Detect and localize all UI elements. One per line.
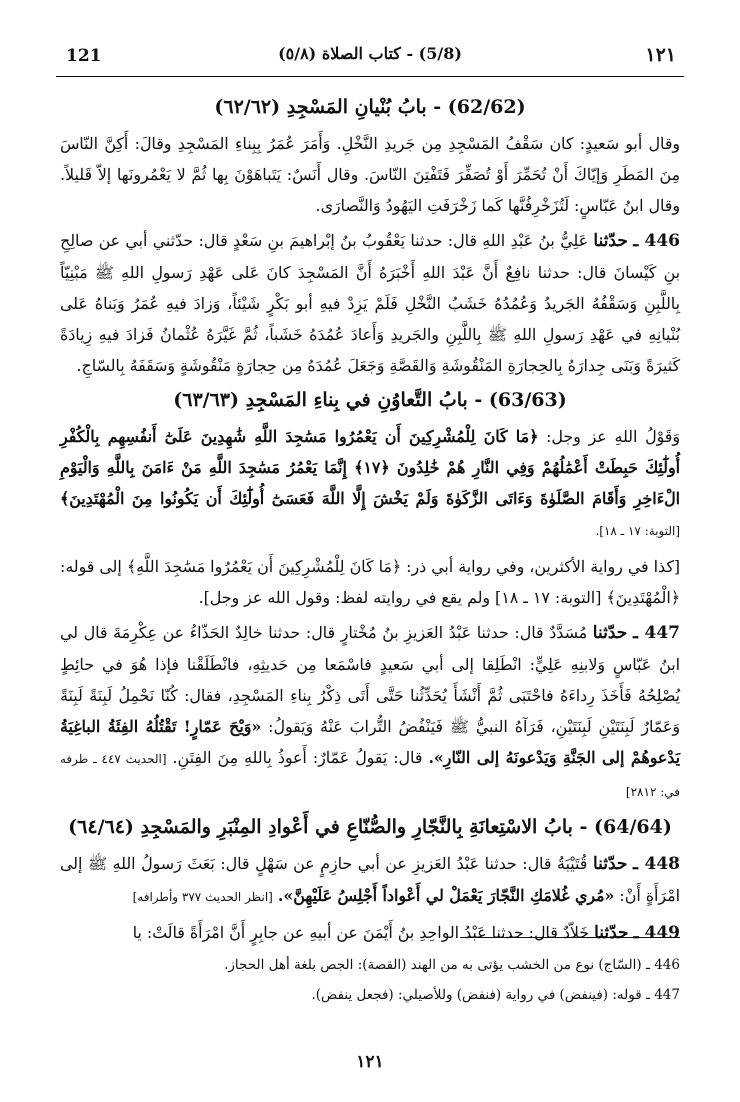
footnote-divider [460,937,680,938]
hadith-449 [60,917,680,949]
page-number-arabic: ١٢١ [645,44,676,66]
editorial-note: [كذا في رواية الأكثرين، وفي رواية أبي ذر: ﴿مَا كَانَ لِلْمُشْرِكِينَ أَن يَعْمُرُوا مَسَٰجِدَ اللَّهِ﴾ إلى قوله: ﴿الْمُهْتَدِينَ﴾ [التوبة: ١٧ ـ ١٨] ولم يقع في روايته لفظ: وقول الله عز وجل]. [60,557,680,607]
hadith-447 [60,617,680,808]
hadith-number: 449 ـ [633,923,680,943]
hadith-reference: [الحديث ٤٤٧ ـ طرفه في: ٢٨١٢] [60,752,680,799]
hadith-text: مُسَدَّدٌ قال: حدثنا عَبْدُ العَزيزِ بنُ مُخْتارٍ قال: حدثنا خالِدٌ الحَذّاءُ عن عِكْرِمَةَ قال لي ابنُ عَبّاسٍ وَلابنِهِ عَلِيٍّ: انْطَلِقا إلى أبي سَعيدٍ فاسْمَعا مِن حَديثِهِ، فانْطَلَقْنا فإذا هُوَ في حائِطٍ يُصْلِحُهُ فَأَخَذَ رِداءَهُ فاحْتَبَى ثُمَّ أَنْشَأَ يُحَدِّثُنا حَتَّى أَتَى ذِكْرُ بِناءِ المَسْجِدِ، فقال: كُنّا نَحْمِلُ لَبِنَةً لَبِنَةً وَعَمّارٌ لَبِنَتَيْنِ لَبِنَتَيْنِ، فَرَآهُ النبيُّ ﷺ فَيَنْفُضُ التُّرابَ عَنْهُ وَيَقولُ: [60,623,680,736]
chapter-heading-64: (64/64) - بابُ الاسْتِعانَةِ بِالنَّجّارِ والصُّنّاعِ في أَعْوادِ المِنْبَرِ والمَسْجِدِ (٦٤/٦٤) [68,816,672,838]
hadith-keyword: حدّثنا [592,854,628,874]
hadith-446 [60,225,680,381]
footer-page-number: ١٢١ [356,1052,384,1072]
hadith-448 [60,848,680,913]
footnote-447: 447 ـ قوله: (فينفض) في رواية (فنفض) وللأصيلي: (فجعل ينفض). [311,987,680,1003]
hadith-text: قُتَيْبَةُ قال: حدثنا عَبْدُ العَزيزِ عن أبي حازِمٍ عن سَهْلٍ قال: بَعَثَ رَسولُ اللهِ ﷺ إلى امْرَأَةٍ أَنْ: [60,854,680,905]
quran-verse-paragraph [60,421,680,547]
page-number-latin: 121 [66,46,102,66]
paragraph-intro-62: وقال أبو سَعيدٍ: كان سَقْفُ المَسْجِدِ مِن جَريدِ النَّخْلِ. وَأَمَرَ عُمَرُ بِبِناءِ المَسْجِدِ وقالَ: أَكِنَّ النّاسَ مِنَ المَطَرِ وَإيّاكَ أَنْ تُحَمِّرَ أَوْ تُصَفِّرَ فَتَفْتِنَ النّاسَ. وقال أَنَسٌ: يَتَباهَوْنَ بِها ثُمَّ لا يَعْمُرونَها إلاّ قَليلاً. وقال ابنُ عَبّاسٍ: لَتُزَخْرِفُنَّها كَما زَخْرَفَتِ اليَهُودُ وَالنَّصارَى. [60,134,680,215]
hadith-keyword: حدّثنا [592,623,628,643]
hadith-number: 447 ـ [632,623,680,643]
hadith-text: خَلاّدٌ قال: حدثنا عَبْدُ الواحِدِ بنُ أَيْمَنَ عن أبيهِ عن جابِرٍ أَنَّ امْرَأَةً قالَتْ: يا [132,923,590,942]
prophetic-quote: «وَيْحَ عَمّارٍ! تَقْتُلُهُ الفِئَةُ الباغِيَةُ يَدْعوهُمْ إلى الجَنَّةِ وَيَدْعونَهُ إلى النّارِ». [60,717,680,767]
hadith-tail: قال: يَقولُ عَمّارٌ: أَعوذُ بِاللهِ مِنَ الفِتَنِ. [172,748,423,767]
quran-verse: ﴿مَا كَانَ لِلْمُشْرِكِينَ أَن يَعْمُرُوا مَسَٰجِدَ اللَّهِ شَٰهِدِينَ عَلَىٰٓ أَنفُسِهِم بِالْكُفْرِ أُولَٰٓئِكَ حَبِطَتْ أَعْمَٰلُهُمْ وَفِي النَّارِ هُمْ خَٰلِدُونَ ﴿١٧﴾ إِنَّمَا يَعْمُرُ مَسَٰجِدَ اللَّهِ مَنْ ءَامَنَ بِاللَّهِ وَالْيَوْمِ الْءَاخِرِ وَأَقَامَ الصَّلَوٰةَ وَءَاتَى الزَّكَوٰةَ وَلَمْ يَخْشَ إِلَّا اللَّهَ فَعَسَىٰٓ أُولَٰٓئِكَ أَن يَكُونُوا مِنَ الْمُهْتَدِينَ﴾ [60,427,681,508]
hadith-number: 448 ـ [633,854,680,874]
running-title: (5/8) - كتاب الصلاة (٥/٨) [278,44,462,63]
hadith-reference: [انظر الحديث ٣٧٧ وأطرافه] [132,890,273,904]
hadith-number: 446 ـ [633,231,680,251]
hadith-text: عَلِيُّ بنُ عَبْدِ اللهِ قال: حدثنا يَعْقُوبُ بنُ إبْراهيمَ بنِ سَعْدٍ قال: حدّثني أبي عن صالِحِ بنِ كَيْسانَ قال: حدثنا نافِعٌ أَنَّ عَبْدَ اللهِ أَخْبَرَهُ أَنَّ المَسْجِدَ كانَ عَلى عَهْدِ رَسولِ اللهِ ﷺ مَبْنِيّاً بِاللَّبِنِ وَسَقْفُهُ الجَريدُ وَعُمُدُهُ خَشَبُ النَّخْلِ فَلَمْ يَزِدْ فيهِ أبو بَكْرٍ شَيْئاً، وَزادَ فيهِ عُمَرُ وَبَناهُ عَلى بُنْيانِهِ في عَهْدِ رَسولِ اللهِ ﷺ بِاللَّبِنِ والجَريدِ وَأَعادَ عُمُدَهُ خَشَباً، ثُمَّ غَيَّرَهُ عُثْمانُ فَزادَ فيهِ زِيادَةً كَثيرَةً وَبَنَى جِدارَهُ بِالحِجارَةِ المَنْقُوشَةِ وَالقَصَّةِ وَجَعَلَ عُمُدَهُ مِن حِجارَةٍ مَنْقُوشَةٍ وَسَقَفَهُ بِالسّاجِ. [60,231,680,375]
chapter-heading-62: (62/62) - بابُ بُنْيانِ المَسْجِدِ (٦٢/٦٢) [214,96,526,118]
footnotes [60,950,680,1010]
prophetic-quote: «مُري غُلامَكِ النَّجّارَ يَعْمَلْ لي أَعْواداً أَجْلِسُ عَلَيْهِنَّ». [277,886,615,905]
main-text [60,92,680,953]
footnote-446: 446 ـ (السّاج) نوع من الخشب يؤتى به من الهند (القصة): الجص بلغة أهل الحجاز. [224,957,680,973]
hadith-keyword: حدّثنا [594,923,629,943]
verse-reference: [التوبة: ١٧ ـ ١٨]. [595,524,680,538]
hadith-keyword: حدّثنا [593,231,628,251]
chapter-heading-63: (63/63) - بابُ التَّعاوُنِ في بِناءِ المَسْجِدِ (٦٣/٦٣) [173,389,567,411]
verse-intro: وَقَوْلُ اللهِ عز وجل: [546,427,680,446]
page-header [56,40,684,77]
